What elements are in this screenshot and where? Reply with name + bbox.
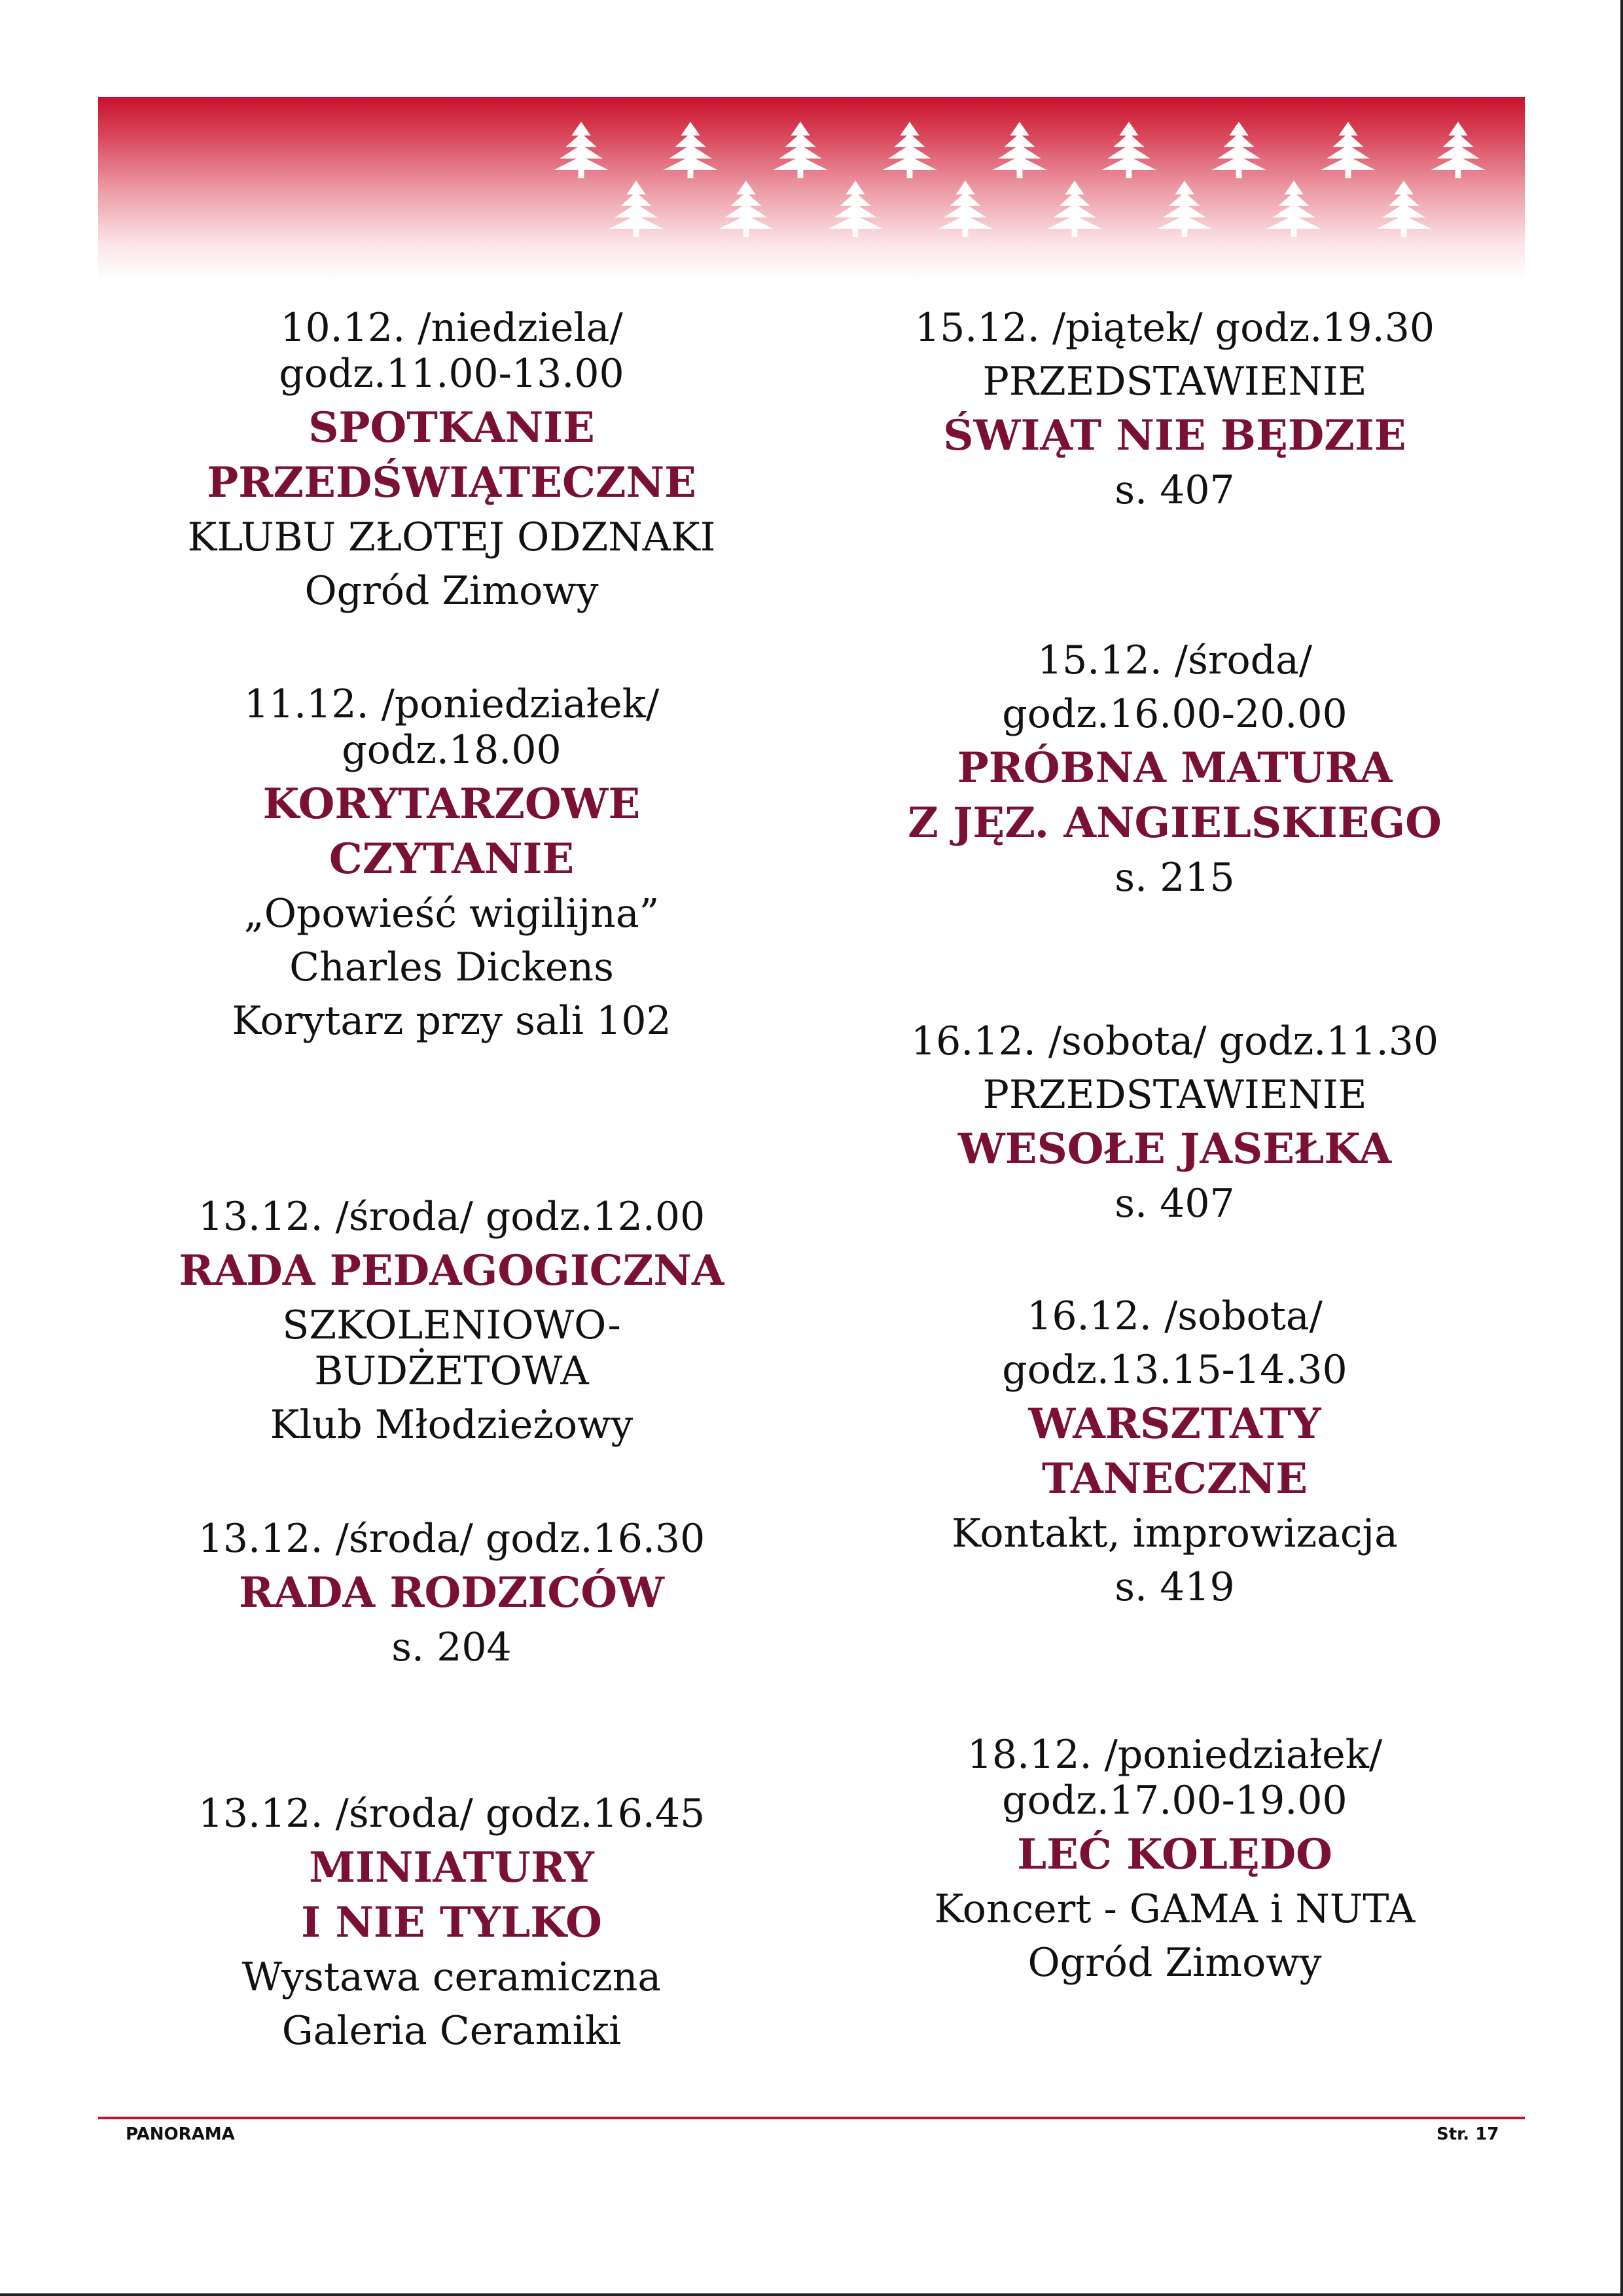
event-location: Galeria Ceramiki (281, 2008, 622, 2054)
footer-rule (98, 2117, 1525, 2119)
event-date-time: 15.12. /piątek/ godz.19.30 (914, 305, 1435, 351)
event-item (92, 1512, 812, 1674)
event-title: ŚWIĄT NIE BĘDZIE (943, 411, 1406, 460)
left-column (92, 301, 812, 2068)
event-location: Klub Młodzieżowy (270, 1402, 633, 1448)
event-item (92, 301, 812, 618)
christmas-tree-icon (1321, 122, 1376, 178)
event-item (815, 1014, 1535, 1230)
event-item (92, 1190, 812, 1452)
event-item (92, 1787, 812, 2058)
event-detail: KLUBU ZŁOTEJ ODZNAKI (187, 514, 716, 560)
event-type: PRZEDSTAWIENIE (982, 359, 1367, 404)
event-detail: „Opowieść wigilijna” (243, 891, 660, 937)
event-item (815, 301, 1535, 517)
christmas-tree-icon (719, 181, 774, 237)
event-location: s. 215 (1115, 855, 1235, 901)
event-location: s. 204 (391, 1624, 512, 1670)
event-time: godz.11.00-13.00 (279, 351, 624, 397)
christmas-tree-icon (882, 122, 937, 178)
event-location: Korytarz przy sali 102 (232, 998, 671, 1044)
event-title: RADA PEDAGOGICZNA (179, 1246, 724, 1295)
event-item (92, 677, 812, 1048)
christmas-tree-icon (554, 122, 609, 178)
event-item (815, 1728, 1535, 1990)
event-detail: Koncert - GAMA i NUTA (934, 1886, 1416, 1932)
footer-page-number: Str. 17 (1436, 2125, 1499, 2144)
event-title: LEĆ KOLĘDO (1017, 1830, 1332, 1879)
christmas-tree-icon (1211, 122, 1266, 178)
christmas-tree-icon (1376, 181, 1431, 237)
event-date: 18.12. /poniedziałek/ (967, 1732, 1383, 1778)
right-column (815, 301, 1535, 2068)
christmas-tree-icon (1431, 122, 1486, 178)
event-title: PRÓBNA MATURA (957, 744, 1393, 793)
event-location: s. 407 (1115, 1181, 1235, 1227)
christmas-tree-icon (773, 122, 828, 178)
event-date-time: 13.12. /środa/ godz.16.30 (198, 1516, 705, 1562)
christmas-tree-row (98, 97, 1525, 281)
event-title: I NIE TYLKO (301, 1898, 602, 1947)
christmas-tree-icon (1101, 122, 1156, 178)
event-time: godz.17.00-19.00 (1002, 1778, 1347, 1823)
event-title: PRZEDŚWIĄTECZNE (207, 458, 696, 507)
event-title: TANECZNE (1042, 1454, 1308, 1503)
event-date: 15.12. /środa/ (1037, 637, 1313, 683)
event-detail: Wystawa ceramiczna (241, 1954, 662, 2000)
event-title: RADA RODZICÓW (239, 1568, 664, 1617)
event-title: CZYTANIE (329, 834, 575, 884)
christmas-tree-icon (938, 181, 993, 237)
event-title: WARSZTATY (1028, 1399, 1321, 1448)
event-item (815, 1289, 1535, 1614)
event-item (815, 634, 1535, 905)
christmas-tree-icon (1047, 181, 1102, 237)
event-location: Ogród Zimowy (1027, 1940, 1322, 1986)
event-detail: Kontakt, improwizacja (952, 1511, 1398, 1556)
event-date-time: 13.12. /środa/ godz.16.45 (198, 1791, 705, 1837)
event-detail: SZKOLENIOWO- (282, 1302, 621, 1348)
event-location: s. 419 (1115, 1564, 1235, 1610)
event-time: godz.16.00-20.00 (1002, 691, 1347, 737)
header-banner (98, 97, 1525, 281)
event-title: SPOTKANIE (308, 403, 595, 452)
event-date-time: 13.12. /środa/ godz.12.00 (198, 1194, 705, 1240)
event-location: Ogród Zimowy (304, 568, 599, 614)
event-date-time: 16.12. /sobota/ godz.11.30 (910, 1018, 1439, 1064)
footer-publication: PANORAMA (126, 2125, 235, 2144)
event-type: PRZEDSTAWIENIE (982, 1072, 1367, 1118)
event-detail: BUDŻETOWA (314, 1348, 589, 1394)
christmas-tree-icon (1266, 181, 1321, 237)
event-date: 11.12. /poniedziałek/ (243, 681, 660, 727)
christmas-tree-icon (609, 181, 664, 237)
event-location: s. 407 (1115, 467, 1235, 513)
event-title: WESOŁE JASEŁKA (957, 1124, 1392, 1174)
christmas-tree-icon (992, 122, 1047, 178)
event-title: Z JĘZ. ANGIELSKIEGO (908, 798, 1442, 848)
event-title: KORYTARZOWE (262, 780, 641, 829)
event-date: 16.12. /sobota/ (1027, 1293, 1323, 1339)
event-time: godz.13.15-14.30 (1002, 1347, 1347, 1393)
christmas-tree-icon (828, 181, 883, 237)
event-date: 10.12. /niedziela/ (280, 305, 623, 351)
event-title: MINIATURY (309, 1843, 594, 1892)
event-author: Charles Dickens (289, 944, 614, 990)
christmas-tree-icon (663, 122, 718, 178)
christmas-tree-icon (1157, 181, 1212, 237)
event-time: godz.18.00 (342, 727, 562, 773)
